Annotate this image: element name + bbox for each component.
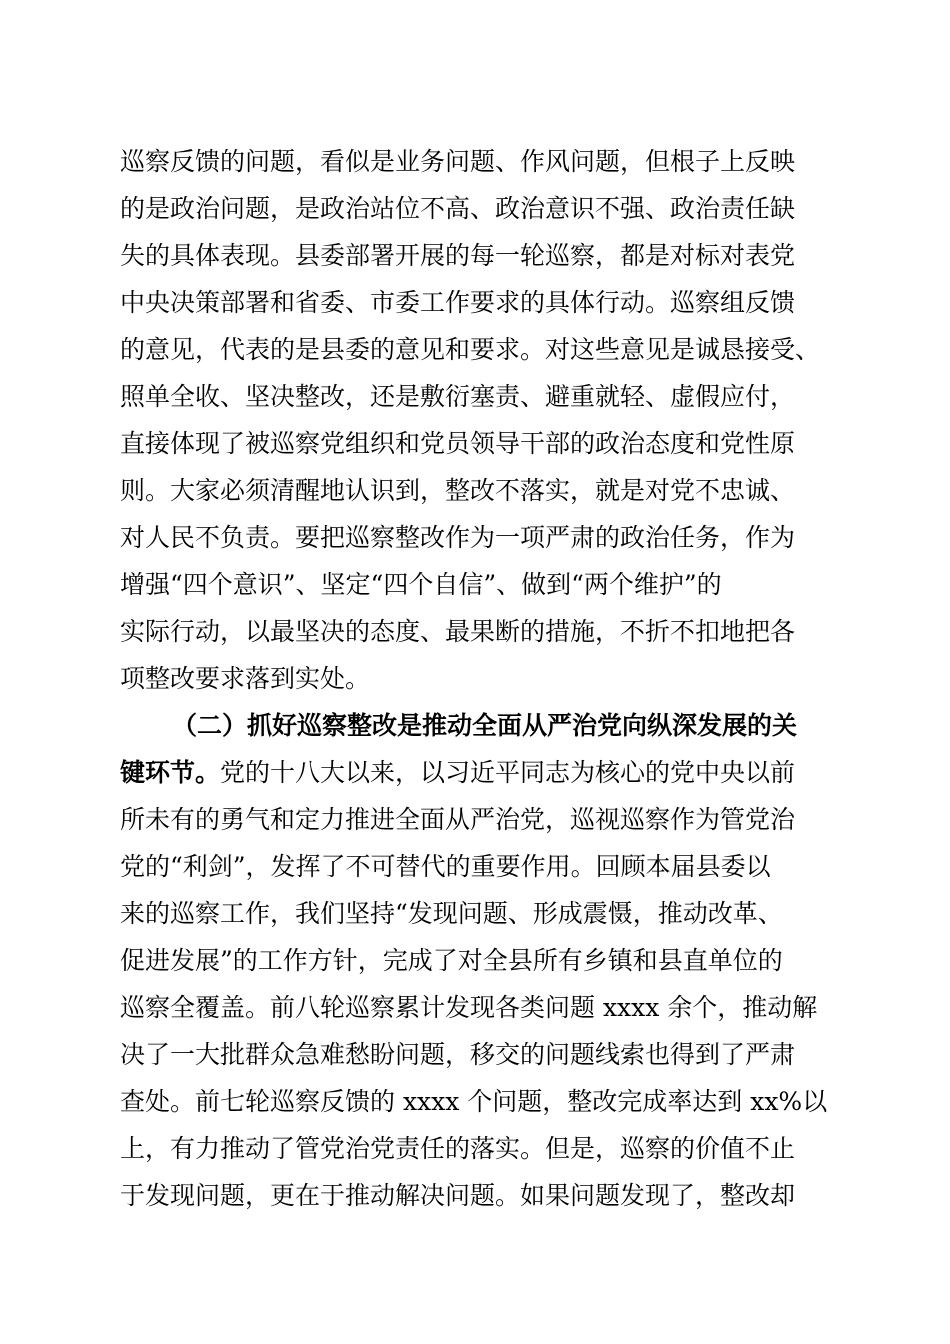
- section-heading-tail: 键环节。: [120, 758, 221, 787]
- paragraph-line: 增强“四个意识”、坚定“四个自信”、做到“两个维护”的: [120, 570, 722, 599]
- paragraph-line: 促进发展”的工作方针，完成了对全县所有乡镇和县直单位的: [120, 946, 783, 975]
- paragraph-line: 决了一大批群众急难愁盼问题，移交的问题线索也得到了严肃: [120, 1040, 796, 1069]
- paragraph-line: 查处。前七轮巡察反馈的 xxxx 个问题，整改完成率达到 xx%以: [120, 1087, 828, 1116]
- paragraph-line: 的意见，代表的是县委的意见和要求。对这些意见是诚恳接受、: [120, 335, 821, 364]
- paragraph-line: 照单全收、坚决整改，还是敷衍塞责、避重就轻、虚假应付，: [120, 382, 796, 411]
- paragraph-line: 中央决策部署和省委、市委工作要求的具体行动。巡察组反馈: [120, 288, 796, 317]
- paragraph-line: 所未有的勇气和定力推进全面从严治党，巡视巡察作为管党治: [120, 805, 796, 834]
- paragraph-line-rest: 党的十八大以来，以习近平同志为核心的党中央以前: [220, 758, 796, 787]
- paragraph-line: 直接体现了被巡察党组织和党员领导干部的政治态度和党性原: [120, 429, 796, 458]
- paragraph-line: 巡察全覆盖。前八轮巡察累计发现各类问题 xxxx 余个，推动解: [120, 993, 818, 1022]
- paragraph-line: 来的巡察工作，我们坚持“发现问题、形成震慑，推动改革、: [120, 899, 783, 928]
- paragraph-line: 于发现问题，更在于推动解决问题。如果问题发现了，整改却: [120, 1181, 796, 1210]
- paragraph-line: 则。大家必须清醒地认识到，整改不落实，就是对党不忠诚、: [120, 476, 796, 505]
- paragraph-line: 对人民不负责。要把巡察整改作为一项严肃的政治任务，作为: [120, 523, 796, 552]
- paragraph-line: 党的“利剑”，发挥了不可替代的重要作用。回顾本届县委以: [120, 852, 771, 881]
- paragraph-line: 失的具体表现。县委部署开展的每一轮巡察，都是对标对表党: [120, 241, 796, 270]
- paragraph-line: 巡察反馈的问题，看似是业务问题、作风问题，但根子上反映: [120, 147, 796, 176]
- paragraph-line: 上，有力推动了管党治党责任的落实。但是，巡察的价值不止: [120, 1134, 796, 1163]
- paragraph-line: 的是政治问题，是政治站位不高、政治意识不强、政治责任缺: [120, 194, 796, 223]
- paragraph-line: 实际行动，以最坚决的态度、最果断的措施，不折不扣地把各: [120, 617, 796, 646]
- section-heading: （二）抓好巡察整改是推动全面从严治党向纵深发展的关: [172, 711, 798, 740]
- section-heading-continuation: [120, 753, 840, 793]
- paragraph-line: 项整改要求落到实处。: [120, 664, 371, 693]
